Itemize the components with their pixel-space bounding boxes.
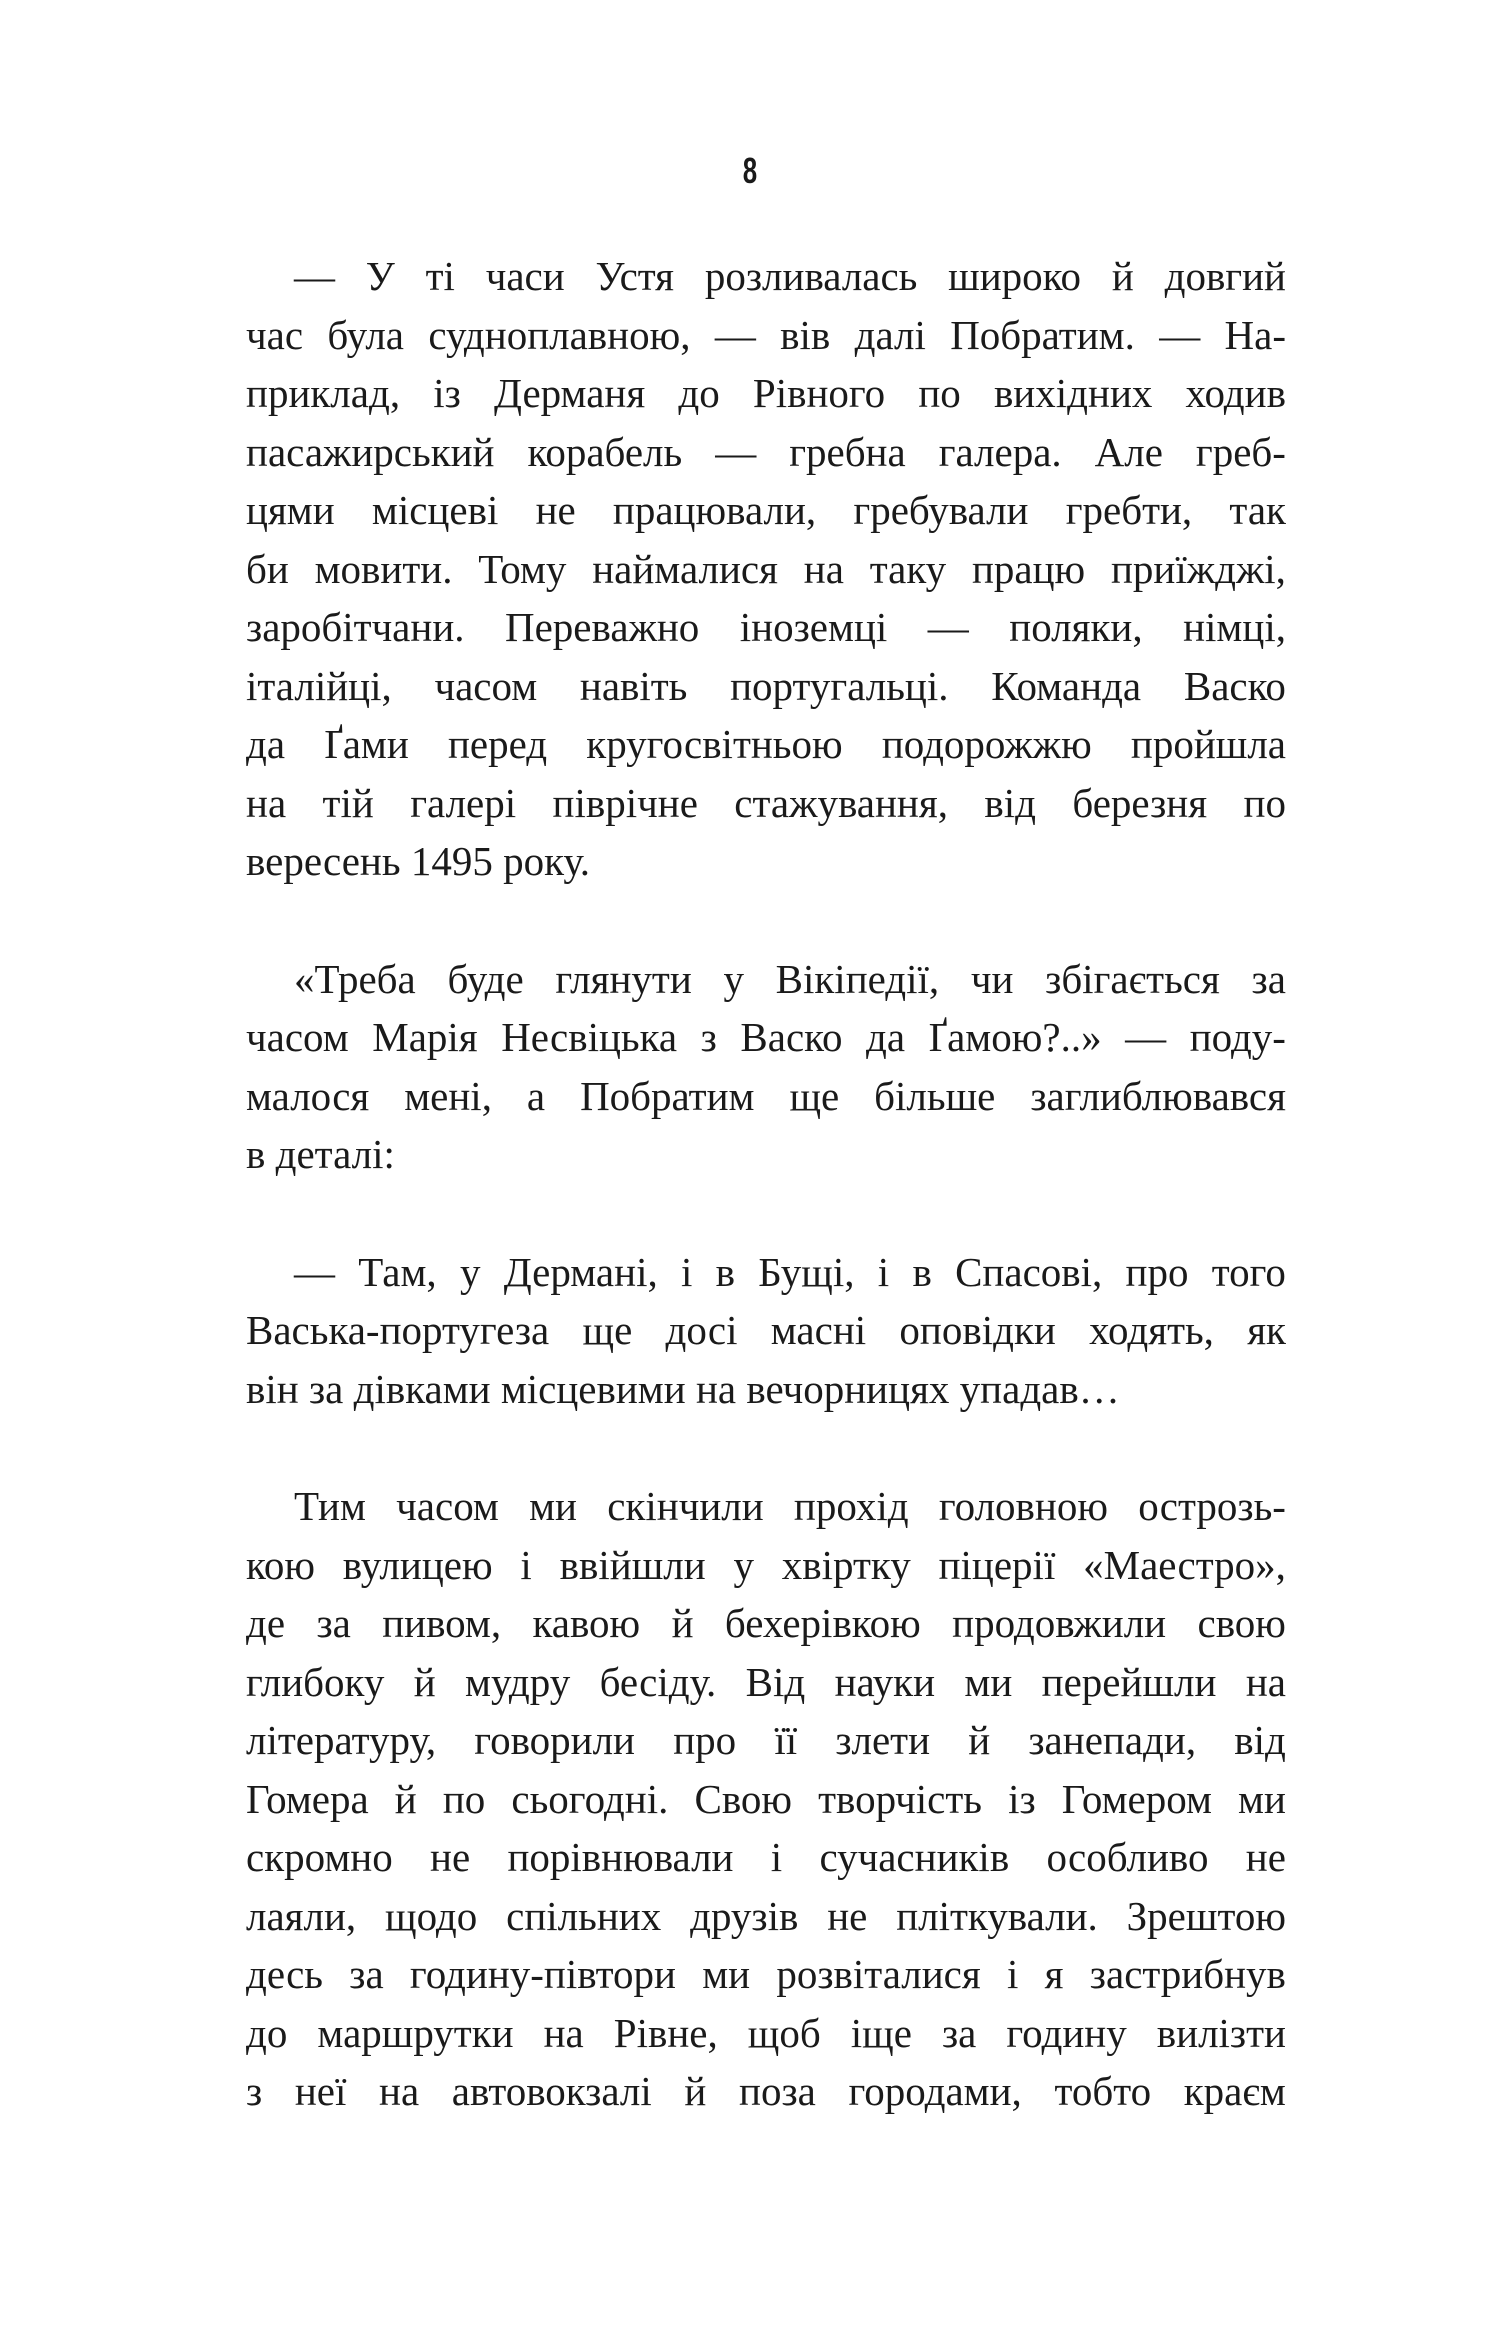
text-line: Васька-португеза ще досі масні оповідки ходять, як	[246, 1307, 1286, 1353]
text-line: в деталі:	[246, 1131, 395, 1177]
text-line: до маршрутки на Рівне, щоб іще за годину вилізти	[246, 2009, 1286, 2056]
text-line: — Там, у Дермані, і в Бущі, і в Спасові, про того	[294, 1248, 1286, 1295]
text-line: заробітчани. Переважно іноземці — поляки, німці,	[246, 604, 1286, 650]
text-line: цями місцеві не працювали, гребували гребти, так	[246, 487, 1286, 533]
text-line: Гомера й по сьогодні. Свою творчість із Гомером ми	[246, 1775, 1286, 1822]
body-text	[246, 247, 1286, 2121]
text-line: малося мені, а Побратим ще більше заглиблювався	[246, 1072, 1286, 1119]
text-line: глибоку й мудру бесіду. Від науки ми перейшли на	[246, 1658, 1286, 1705]
text-line: на тій галері піврічне стажування, від березня по	[246, 779, 1286, 826]
text-line: би мовити. Тому наймалися на таку працю приїжджі,	[246, 545, 1286, 592]
text-line: пасажирський корабель — гребна галера. Але греб-	[246, 428, 1286, 475]
text-line: італійці, часом навіть португальці. Команда Васко	[246, 662, 1286, 709]
text-line: де за пивом, кавою й бехерівкою продовжили свою	[246, 1600, 1286, 1646]
paragraph	[246, 247, 1286, 891]
text-line: літературу, говорили про її злети й занепади, від	[246, 1717, 1286, 1763]
paragraph	[246, 950, 1286, 1184]
text-line: приклад, із Дерманя до Рівного по вихідних ходив	[246, 370, 1286, 416]
text-line: з неї на автовокзалі й поза городами, тобто краєм	[246, 2068, 1286, 2114]
text-line: кою вулицею і ввійшли у хвіртку піцерії «Маестро»,	[246, 1541, 1286, 1588]
text-line: він за дівками місцевими на вечорницях упадав…	[246, 1365, 1120, 1412]
text-line: часом Марія Несвіцька з Васко да Ґамою?..» — поду-	[246, 1014, 1286, 1060]
text-line: Тим часом ми скінчили прохід головною острозь-	[294, 1483, 1286, 1529]
text-line: скромно не порівнювали і сучасників особливо не	[246, 1834, 1286, 1880]
text-line: десь за годину-півтори ми розвіталися і я застрибнув	[246, 1951, 1286, 1997]
text-line: да Ґами перед кругосвітньою подорожжю пройшла	[246, 721, 1286, 767]
text-line: «Треба буде глянути у Вікіпедії, чи збігається за	[294, 955, 1286, 1002]
text-line: лаяли, щодо спільних друзів не пліткували. Зрештою	[246, 1892, 1286, 1939]
paragraph	[246, 1477, 1286, 2121]
text-line: — У ті часи Устя розливалась широко й довгий	[294, 253, 1286, 299]
text-line: вересень 1495 року.	[246, 838, 591, 884]
page-number: 8	[742, 150, 758, 191]
text-line: час була судноплавною, — вів далі Побратим. — На-	[246, 311, 1286, 358]
paragraph	[246, 1243, 1286, 1419]
